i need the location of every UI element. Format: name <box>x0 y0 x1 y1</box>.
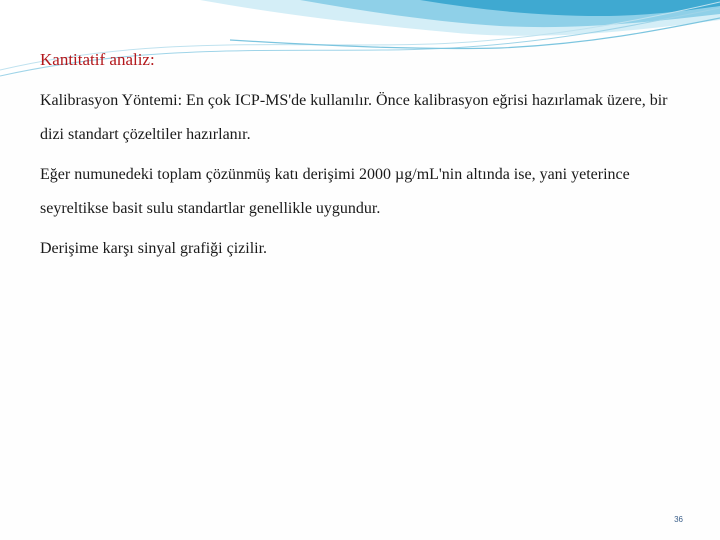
paragraph-calibration-method: Kalibrasyon Yöntemi: En çok ICP-MS'de kullanılır. Önce kalibrasyon eğrisi hazırlamak üzere, bir dizi standart çözeltiler hazırlanır. <box>40 92 668 143</box>
page-number: 36 <box>674 515 683 524</box>
paragraph-dilution-condition: Eğer numunedeki toplam çözünmüş katı derişimi 2000 µg/mL'nin altında ise, yani yeterince seyreltikse basit sulu standartlar genellikle uygundur. <box>40 166 630 217</box>
slide-title: Kantitatif analiz: <box>40 50 155 69</box>
paragraph-signal-graph: Derişime karşı sinyal grafiği çizilir. <box>40 240 268 257</box>
slide-body <box>40 84 680 272</box>
header-wave-decoration <box>0 0 720 90</box>
